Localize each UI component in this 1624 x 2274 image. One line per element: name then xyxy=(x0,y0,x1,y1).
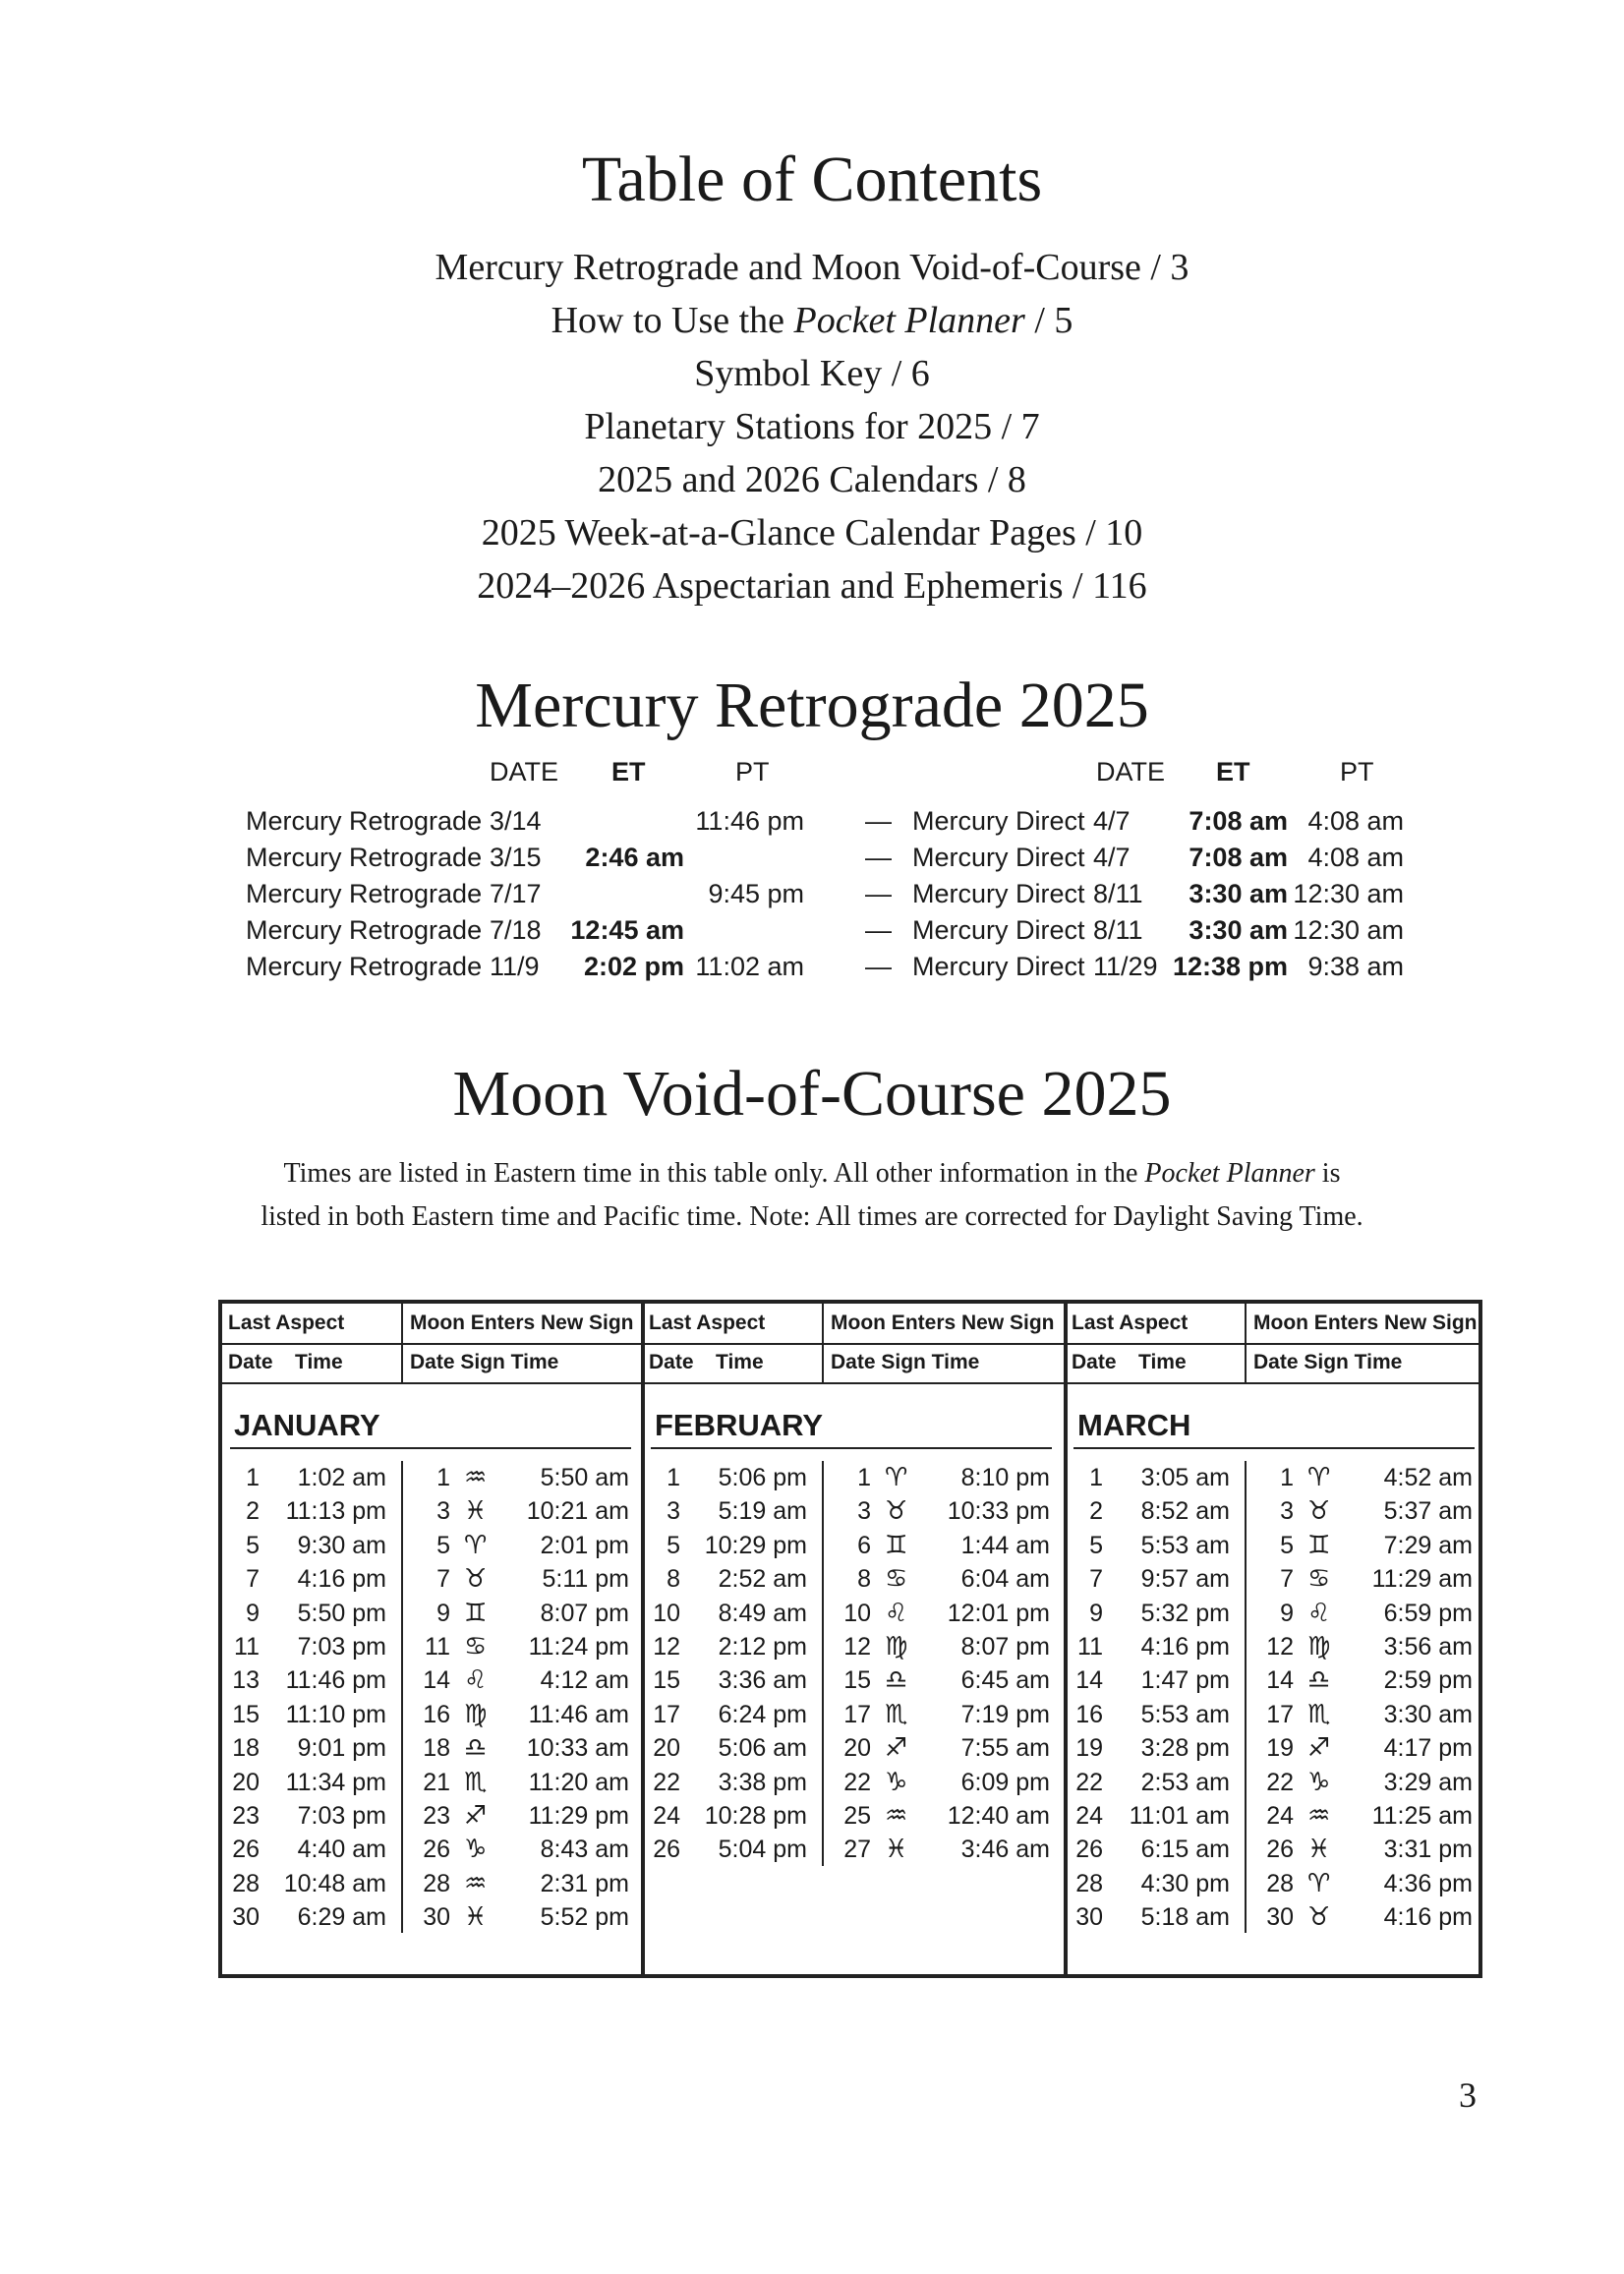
sign-glyph: ♏ xyxy=(1307,1699,1331,1729)
enter-time: 1:44 am xyxy=(960,1531,1050,1559)
aspect-date: 2 xyxy=(246,1497,260,1526)
sign-glyph: ♍ xyxy=(1307,1632,1331,1662)
mercury-dash: — xyxy=(865,915,892,945)
mercury-dash: — xyxy=(865,879,892,908)
sign-glyph: ♍ xyxy=(885,1632,908,1662)
mercury-cell-d-pt: 12:30 am xyxy=(1293,879,1404,908)
aspect-time: 11:13 pm xyxy=(285,1497,386,1526)
mercury-cell-r-pt: 11:46 pm xyxy=(695,806,804,836)
aspect-date: 1 xyxy=(1089,1464,1103,1491)
enter-date: 1 xyxy=(1280,1464,1294,1491)
enter-date: 28 xyxy=(423,1869,450,1897)
aspect-date: 9 xyxy=(246,1599,260,1627)
enter-date: 24 xyxy=(1266,1802,1294,1830)
month-name: JANUARY xyxy=(234,1408,380,1442)
aspect-date: 10 xyxy=(653,1599,680,1627)
aspect-time: 5:06 am xyxy=(718,1734,807,1763)
header-date: Date xyxy=(228,1351,273,1373)
aspect-date: 11 xyxy=(1077,1633,1103,1661)
month-rule xyxy=(1073,1447,1475,1449)
aspect-date: 17 xyxy=(653,1700,680,1728)
sign-glyph: ♈ xyxy=(1307,1868,1331,1898)
enter-date: 23 xyxy=(423,1802,450,1830)
aspect-time: 4:30 pm xyxy=(1140,1869,1230,1897)
enter-date: 17 xyxy=(1266,1700,1294,1728)
aspect-time: 3:05 am xyxy=(1140,1464,1230,1491)
enter-time: 4:17 pm xyxy=(1383,1734,1473,1763)
header-moon-enters: Moon Enters New Sign xyxy=(410,1312,634,1334)
enter-time: 5:11 pm xyxy=(542,1565,629,1594)
mercury-cell-d-label: Mercury Direct xyxy=(912,843,1085,872)
sign-glyph: ♏ xyxy=(885,1699,908,1729)
aspect-time: 2:12 pm xyxy=(718,1633,807,1661)
aspect-time: 7:03 pm xyxy=(297,1802,386,1830)
enter-time: 2:31 pm xyxy=(540,1869,629,1897)
aspect-date: 30 xyxy=(1075,1903,1103,1932)
enter-time: 5:50 am xyxy=(540,1464,629,1491)
month-divider xyxy=(641,1304,645,1974)
aspect-date: 15 xyxy=(653,1666,680,1695)
mercury-cell-d-et: 3:30 am xyxy=(1189,879,1288,908)
enter-date: 20 xyxy=(843,1734,871,1763)
aspect-date: 22 xyxy=(1075,1768,1103,1796)
enter-date: 6 xyxy=(857,1531,871,1559)
enter-time: 4:16 pm xyxy=(1383,1903,1473,1932)
aspect-time: 9:01 pm xyxy=(297,1734,386,1763)
mercury-cell-r-date: 7/17 xyxy=(490,879,542,908)
sign-glyph: ♓ xyxy=(885,1835,908,1865)
aspect-date: 16 xyxy=(1075,1700,1103,1728)
mercury-header-date: DATE xyxy=(490,757,559,787)
aspect-time: 5:50 pm xyxy=(297,1599,386,1627)
enter-date: 1 xyxy=(857,1464,871,1491)
aspect-time: 3:38 pm xyxy=(718,1768,807,1796)
sign-glyph: ♍ xyxy=(464,1699,488,1729)
mercury-cell-d-et: 7:08 am xyxy=(1189,806,1288,836)
aspect-date: 5 xyxy=(667,1531,680,1559)
enter-time: 11:29 pm xyxy=(528,1802,629,1830)
enter-time: 7:55 am xyxy=(960,1734,1050,1763)
sign-glyph: ♑ xyxy=(885,1767,908,1797)
aspect-date: 30 xyxy=(232,1903,260,1932)
mercury-cell-r-pt: 9:45 pm xyxy=(708,879,804,908)
sign-glyph: ♋ xyxy=(885,1564,908,1595)
aspect-date: 23 xyxy=(232,1802,260,1830)
aspect-date: 28 xyxy=(1075,1869,1103,1897)
sign-glyph: ♒ xyxy=(885,1801,908,1831)
aspect-time: 5:19 am xyxy=(718,1497,807,1526)
aspect-time: 2:53 am xyxy=(1140,1768,1230,1796)
aspect-time: 9:30 am xyxy=(297,1531,386,1559)
sign-glyph: ♒ xyxy=(464,1463,488,1492)
enter-time: 5:37 am xyxy=(1383,1497,1473,1526)
mercury-cell-r-label: Mercury Retrograde xyxy=(246,915,483,945)
toc-item: 2025 and 2026 Calendars / 8 xyxy=(598,459,1026,500)
enter-date: 22 xyxy=(1266,1768,1294,1796)
aspect-date: 24 xyxy=(1075,1802,1103,1830)
enter-time: 3:30 am xyxy=(1383,1700,1473,1728)
aspect-date: 20 xyxy=(232,1768,260,1796)
enter-date: 26 xyxy=(423,1836,450,1864)
enter-date: 18 xyxy=(423,1734,450,1763)
aspect-date: 5 xyxy=(246,1531,260,1559)
aspect-date: 15 xyxy=(232,1700,260,1728)
sign-glyph: ♉ xyxy=(464,1564,488,1595)
header-last-aspect: Last Aspect xyxy=(228,1312,345,1334)
aspect-time: 11:10 pm xyxy=(285,1700,386,1728)
enter-time: 5:52 pm xyxy=(540,1903,629,1932)
enter-time: 3:29 am xyxy=(1383,1768,1473,1796)
mercury-cell-d-pt: 12:30 am xyxy=(1293,915,1404,945)
mercury-cell-r-date: 3/15 xyxy=(490,843,542,872)
enter-time: 11:29 am xyxy=(1371,1565,1473,1594)
enter-time: 11:46 am xyxy=(528,1700,629,1728)
sign-glyph: ♌ xyxy=(885,1598,908,1628)
sign-glyph: ♐ xyxy=(1307,1733,1331,1764)
enter-time: 8:07 pm xyxy=(960,1633,1050,1661)
moon-void-table xyxy=(218,1300,1482,1978)
enter-date: 3 xyxy=(436,1497,450,1526)
aspect-time: 1:47 pm xyxy=(1140,1666,1230,1695)
aspect-time: 8:49 am xyxy=(718,1599,807,1627)
sign-glyph: ♋ xyxy=(464,1632,488,1662)
aspect-date: 9 xyxy=(1089,1599,1103,1627)
aspect-time: 10:48 am xyxy=(283,1869,386,1897)
aspect-time: 11:34 pm xyxy=(285,1768,386,1796)
mercury-cell-r-et: 2:46 am xyxy=(585,843,684,872)
mercury-cell-d-pt: 4:08 am xyxy=(1307,806,1404,836)
mercury-header-date-direct: DATE xyxy=(1096,757,1166,787)
mercury-cell-d-date: 11/29 xyxy=(1093,952,1158,981)
enter-time: 3:56 am xyxy=(1383,1633,1473,1661)
enter-time: 8:43 am xyxy=(540,1836,629,1864)
enter-date: 10 xyxy=(843,1599,871,1627)
enter-date: 9 xyxy=(436,1599,450,1627)
aspect-date: 26 xyxy=(1075,1836,1103,1864)
aspect-time: 5:53 am xyxy=(1140,1531,1230,1559)
header-moon-enters: Moon Enters New Sign xyxy=(831,1312,1055,1334)
aspect-time: 6:24 pm xyxy=(718,1700,807,1728)
aspect-date: 3 xyxy=(667,1497,680,1526)
sign-glyph: ♒ xyxy=(1307,1801,1331,1831)
toc-title: Table of Contents xyxy=(581,144,1043,215)
table-header-row-1 xyxy=(222,1304,1479,1345)
aspect-time: 6:15 am xyxy=(1140,1836,1230,1864)
sign-glyph: ♌ xyxy=(1307,1598,1331,1628)
enter-date: 1 xyxy=(436,1464,450,1491)
mercury-cell-d-date: 8/11 xyxy=(1093,915,1143,945)
aspect-date: 7 xyxy=(246,1565,260,1594)
enter-time: 10:33 pm xyxy=(947,1497,1050,1526)
aspect-date: 7 xyxy=(1089,1565,1103,1594)
enter-time: 11:25 am xyxy=(1371,1802,1473,1830)
mercury-cell-d-label: Mercury Direct xyxy=(912,806,1085,836)
month-divider xyxy=(1064,1304,1068,1974)
mercury-cell-r-pt: 11:02 am xyxy=(695,952,804,981)
sign-glyph: ♑ xyxy=(1307,1767,1331,1797)
enter-date: 21 xyxy=(423,1768,450,1796)
aspect-date: 13 xyxy=(232,1666,260,1695)
enter-date: 9 xyxy=(1280,1599,1294,1627)
aspect-date: 22 xyxy=(653,1768,680,1796)
aspect-time: 10:29 pm xyxy=(704,1531,807,1559)
aspect-date: 14 xyxy=(1075,1666,1103,1695)
mercury-cell-d-pt: 4:08 am xyxy=(1307,843,1404,872)
mercury-cell-r-date: 3/14 xyxy=(490,806,542,836)
sign-glyph: ♐ xyxy=(464,1801,488,1831)
mercury-header-et: ET xyxy=(611,757,646,787)
enter-time: 11:24 pm xyxy=(528,1633,629,1661)
enter-date: 8 xyxy=(857,1565,871,1594)
mercury-dash: — xyxy=(865,806,892,836)
mercury-cell-d-et: 12:38 pm xyxy=(1172,952,1288,981)
mercury-header-pt: PT xyxy=(735,757,770,787)
moon-title: Moon Void-of-Course 2025 xyxy=(452,1058,1172,1130)
mercury-cell-r-label: Mercury Retrograde xyxy=(246,879,483,908)
enter-date: 26 xyxy=(1266,1836,1294,1864)
header-divider xyxy=(1245,1304,1247,1382)
mercury-cell-r-date: 7/18 xyxy=(490,915,542,945)
enter-date: 7 xyxy=(1280,1565,1294,1594)
toc-item: Mercury Retrograde and Moon Void-of-Course / 3 xyxy=(435,247,1189,288)
mercury-cell-d-pt: 9:38 am xyxy=(1307,952,1404,981)
mercury-cell-r-label: Mercury Retrograde xyxy=(246,952,483,981)
enter-time: 4:12 am xyxy=(540,1666,629,1695)
enter-date: 14 xyxy=(423,1666,450,1695)
mercury-cell-d-date: 8/11 xyxy=(1093,879,1143,908)
enter-date: 3 xyxy=(857,1497,871,1526)
aspect-time: 3:28 pm xyxy=(1140,1734,1230,1763)
enter-time: 6:59 pm xyxy=(1383,1599,1473,1627)
aspect-time: 5:53 am xyxy=(1140,1700,1230,1728)
toc-item: Planetary Stations for 2025 / 7 xyxy=(584,406,1040,447)
mercury-cell-d-date: 4/7 xyxy=(1093,806,1131,836)
enter-time: 11:20 am xyxy=(528,1768,629,1796)
toc-item: How to Use the Pocket Planner / 5 xyxy=(551,300,1073,341)
mercury-cell-r-et: 12:45 am xyxy=(570,915,684,945)
month-name: FEBRUARY xyxy=(655,1408,824,1442)
sign-glyph: ♋ xyxy=(1307,1564,1331,1595)
aspect-date: 2 xyxy=(1089,1497,1103,1526)
aspect-date: 18 xyxy=(232,1734,260,1763)
enter-date: 30 xyxy=(1266,1903,1294,1932)
enter-date: 7 xyxy=(436,1565,450,1594)
enter-date: 15 xyxy=(843,1666,871,1695)
enter-time: 8:07 pm xyxy=(540,1599,629,1627)
header-date-sign-time: Date Sign Time xyxy=(1253,1351,1403,1373)
aspect-time: 5:04 pm xyxy=(718,1836,807,1864)
enter-date: 11 xyxy=(425,1633,450,1661)
enter-time: 2:59 pm xyxy=(1383,1666,1473,1695)
aspect-time: 5:06 pm xyxy=(718,1464,807,1491)
enter-date: 30 xyxy=(423,1903,450,1932)
sign-glyph: ♈ xyxy=(1307,1463,1331,1492)
aspect-date: 1 xyxy=(246,1464,260,1491)
sign-glyph: ♎ xyxy=(464,1733,488,1764)
aspect-time: 11:01 am xyxy=(1129,1802,1230,1830)
aspect-time: 9:57 am xyxy=(1140,1565,1230,1594)
enter-date: 28 xyxy=(1266,1869,1294,1897)
header-time: Time xyxy=(1138,1351,1187,1373)
sign-glyph: ♓ xyxy=(1307,1835,1331,1865)
enter-time: 6:04 am xyxy=(960,1565,1050,1594)
enter-date: 17 xyxy=(843,1700,871,1728)
enter-time: 3:31 pm xyxy=(1383,1836,1473,1864)
sign-glyph: ♎ xyxy=(885,1665,908,1696)
header-date: Date xyxy=(649,1351,694,1373)
aspect-time: 1:02 am xyxy=(297,1464,386,1491)
header-date-sign-time: Date Sign Time xyxy=(410,1351,559,1373)
aspect-date: 12 xyxy=(653,1633,680,1661)
mercury-cell-r-date: 11/9 xyxy=(490,952,540,981)
enter-date: 5 xyxy=(1280,1531,1294,1559)
aspect-time: 3:36 am xyxy=(718,1666,807,1695)
month-name: MARCH xyxy=(1077,1408,1191,1442)
mercury-dash: — xyxy=(865,843,892,872)
header-time: Time xyxy=(716,1351,764,1373)
header-divider xyxy=(401,1304,403,1382)
enter-time: 12:40 am xyxy=(947,1802,1050,1830)
sign-glyph: ♉ xyxy=(1307,1496,1331,1527)
column-divider xyxy=(1245,1461,1247,1933)
mercury-dash: — xyxy=(865,952,892,981)
aspect-date: 20 xyxy=(653,1734,680,1763)
month-rule xyxy=(230,1447,631,1449)
header-last-aspect: Last Aspect xyxy=(649,1312,766,1334)
mercury-cell-d-label: Mercury Direct xyxy=(912,879,1085,908)
enter-time: 8:10 pm xyxy=(960,1464,1050,1491)
aspect-date: 11 xyxy=(234,1633,260,1661)
sign-glyph: ♉ xyxy=(885,1496,908,1527)
enter-time: 4:36 pm xyxy=(1383,1869,1473,1897)
header-date: Date xyxy=(1072,1351,1117,1373)
sign-glyph: ♊ xyxy=(1307,1530,1331,1560)
sign-glyph: ♑ xyxy=(464,1835,488,1865)
mercury-cell-d-date: 4/7 xyxy=(1093,843,1131,872)
enter-date: 22 xyxy=(843,1768,871,1796)
enter-time: 6:45 am xyxy=(960,1666,1050,1695)
enter-time: 7:29 am xyxy=(1383,1531,1473,1559)
aspect-date: 26 xyxy=(232,1836,260,1864)
enter-date: 3 xyxy=(1280,1497,1294,1526)
aspect-time: 5:32 pm xyxy=(1140,1599,1230,1627)
mercury-cell-d-label: Mercury Direct xyxy=(912,915,1085,945)
toc-item: 2025 Week-at-a-Glance Calendar Pages / 10 xyxy=(481,512,1143,554)
mercury-cell-d-et: 7:08 am xyxy=(1189,843,1288,872)
aspect-time: 8:52 am xyxy=(1140,1497,1230,1526)
enter-date: 12 xyxy=(843,1633,871,1661)
column-divider xyxy=(822,1461,824,1866)
enter-date: 25 xyxy=(843,1802,871,1830)
aspect-time: 4:40 am xyxy=(297,1836,386,1864)
mercury-cell-d-et: 3:30 am xyxy=(1189,915,1288,945)
sign-glyph: ♌ xyxy=(464,1665,488,1696)
enter-time: 10:21 am xyxy=(526,1497,629,1526)
sign-glyph: ♊ xyxy=(464,1598,488,1628)
aspect-time: 4:16 pm xyxy=(1140,1633,1230,1661)
aspect-date: 19 xyxy=(1075,1734,1103,1763)
enter-time: 2:01 pm xyxy=(540,1531,629,1559)
aspect-date: 8 xyxy=(667,1565,680,1594)
toc-item: Symbol Key / 6 xyxy=(694,353,930,394)
header-date-sign-time: Date Sign Time xyxy=(831,1351,980,1373)
toc-item: 2024–2026 Aspectarian and Ephemeris / 116 xyxy=(477,565,1147,607)
sign-glyph: ♐ xyxy=(885,1733,908,1764)
aspect-time: 4:16 pm xyxy=(297,1565,386,1594)
header-last-aspect: Last Aspect xyxy=(1072,1312,1189,1334)
mercury-cell-r-et: 2:02 pm xyxy=(583,952,684,981)
header-time: Time xyxy=(295,1351,343,1373)
month-rule xyxy=(651,1447,1052,1449)
aspect-time: 5:18 am xyxy=(1140,1903,1230,1932)
mercury-header-et-direct: ET xyxy=(1216,757,1250,787)
aspect-date: 1 xyxy=(667,1464,680,1491)
sign-glyph: ♏ xyxy=(464,1767,488,1797)
sign-glyph: ♒ xyxy=(464,1868,488,1898)
mercury-table xyxy=(0,757,1624,1003)
aspect-date: 5 xyxy=(1089,1531,1103,1559)
enter-time: 12:01 pm xyxy=(947,1599,1050,1627)
enter-date: 16 xyxy=(423,1700,450,1728)
aspect-time: 10:28 pm xyxy=(704,1802,807,1830)
aspect-date: 28 xyxy=(232,1869,260,1897)
sign-glyph: ♉ xyxy=(1307,1902,1331,1933)
enter-date: 5 xyxy=(436,1531,450,1559)
sign-glyph: ♎ xyxy=(1307,1665,1331,1696)
enter-time: 7:19 pm xyxy=(960,1700,1050,1728)
sign-glyph: ♈ xyxy=(464,1530,488,1560)
header-moon-enters: Moon Enters New Sign xyxy=(1253,1312,1478,1334)
aspect-time: 7:03 pm xyxy=(297,1633,386,1661)
aspect-date: 24 xyxy=(653,1802,680,1830)
mercury-title: Mercury Retrograde 2025 xyxy=(475,670,1149,741)
aspect-time: 11:46 pm xyxy=(285,1666,386,1695)
aspect-time: 6:29 am xyxy=(297,1903,386,1932)
table-header-row-2 xyxy=(222,1343,1479,1384)
sign-glyph: ♈ xyxy=(885,1463,908,1492)
moon-note: Times are listed in Eastern time in this table only. All other information in the Pocket Planner is listed in both Eastern time and Pacific time. Note: All times are corrected for Daylight Saving Time. xyxy=(261,1158,1363,1232)
enter-date: 27 xyxy=(843,1836,871,1864)
header-divider xyxy=(822,1304,824,1382)
mercury-header-pt-direct: PT xyxy=(1340,757,1374,787)
enter-time: 4:52 am xyxy=(1383,1464,1473,1491)
enter-date: 12 xyxy=(1266,1633,1294,1661)
enter-time: 6:09 pm xyxy=(960,1768,1050,1796)
aspect-date: 26 xyxy=(653,1836,680,1864)
column-divider xyxy=(401,1461,403,1933)
enter-date: 19 xyxy=(1266,1734,1294,1763)
enter-time: 10:33 am xyxy=(526,1734,629,1763)
aspect-time: 2:52 am xyxy=(718,1565,807,1594)
toc-list xyxy=(0,241,1624,612)
sign-glyph: ♓ xyxy=(464,1496,488,1527)
mercury-cell-d-label: Mercury Direct xyxy=(912,952,1085,981)
mercury-cell-r-label: Mercury Retrograde xyxy=(246,843,483,872)
sign-glyph: ♊ xyxy=(885,1530,908,1560)
mercury-cell-r-label: Mercury Retrograde xyxy=(246,806,483,836)
enter-time: 3:46 am xyxy=(960,1836,1050,1864)
page-number: 3 xyxy=(1459,2075,1477,2115)
sign-glyph: ♓ xyxy=(464,1902,488,1933)
enter-date: 14 xyxy=(1266,1666,1294,1695)
